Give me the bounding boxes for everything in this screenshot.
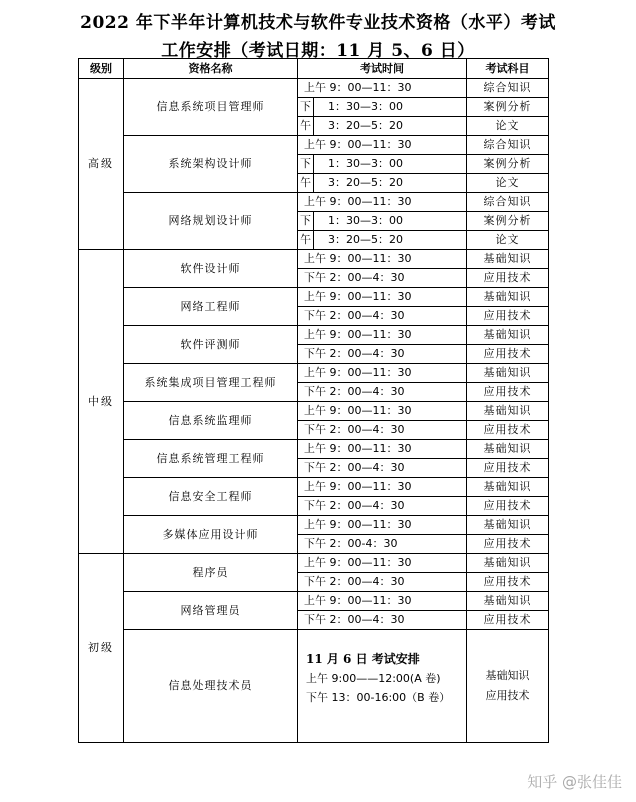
exam-subject: 论文: [467, 231, 549, 250]
table-row: [79, 288, 549, 307]
special-schedule-am: 上午 9:00——12:00(A 卷): [306, 672, 441, 685]
table-row: [79, 440, 549, 459]
exam-subject: 基础知识: [467, 288, 549, 307]
qualification-name: 信息系统监理师: [124, 402, 298, 440]
exam-time: 下午 2：00—4：30: [298, 345, 467, 364]
exam-subject: 基础知识: [467, 478, 549, 497]
qualification-name: 信息处理技术员: [124, 630, 298, 743]
header-time: 考试时间: [298, 59, 467, 79]
header-qualification: 资格名称: [124, 59, 298, 79]
level-intermediate: 中级: [79, 250, 124, 554]
exam-time: 3：20—5：20: [314, 117, 467, 136]
exam-time: 上午 9：00—11：30: [298, 364, 467, 383]
special-schedule-pm: 下午 13：00-16:00（B 卷）: [306, 691, 451, 704]
table-row: [79, 592, 549, 611]
exam-time: 上午 9：00—11：30: [298, 592, 467, 611]
table-row: [79, 364, 549, 383]
table-row: [79, 250, 549, 269]
exam-time: 上午 9：00—11：30: [298, 516, 467, 535]
exam-subject: 综合知识: [467, 193, 549, 212]
exam-time: 上午 9：00—11：30: [298, 402, 467, 421]
exam-time: 下午 2：00—4：30: [298, 459, 467, 478]
exam-time: 上午 9：00—11：30: [298, 193, 467, 212]
exam-subject: 案例分析: [467, 212, 549, 231]
exam-time: 1：30—3：00: [314, 155, 467, 174]
exam-time: 上午 9：00—11：30: [298, 478, 467, 497]
qualification-name: 网络规划设计师: [124, 193, 298, 250]
special-schedule: [298, 630, 467, 743]
header-row: [79, 59, 549, 79]
exam-subject: 基础知识: [467, 364, 549, 383]
exam-time: 下午 2：00—4：30: [298, 497, 467, 516]
afternoon-label: 下: [298, 212, 314, 231]
exam-subject: 论文: [467, 117, 549, 136]
header-level: 级别: [79, 59, 124, 79]
exam-time: 1：30—3：00: [314, 212, 467, 231]
exam-subject: 基础知识: [467, 516, 549, 535]
table-row: [79, 136, 549, 155]
exam-time: 下午 2：00—4：30: [298, 307, 467, 326]
qualification-name: 系统集成项目管理工程师: [124, 364, 298, 402]
exam-time: 下午 2：00—4：30: [298, 383, 467, 402]
exam-time: 上午 9：00—11：30: [298, 326, 467, 345]
exam-schedule-table: [78, 58, 549, 743]
afternoon-label: 午: [298, 231, 314, 250]
qualification-name: 信息系统管理工程师: [124, 440, 298, 478]
level-senior: 高级: [79, 79, 124, 250]
exam-subject-applied: 应用技术: [485, 689, 530, 702]
qualification-name: 系统架构设计师: [124, 136, 298, 193]
exam-subject: 应用技术: [467, 573, 549, 592]
exam-time: 下午 2：00—4：30: [298, 421, 467, 440]
exam-time: 上午 9：00—11：30: [298, 440, 467, 459]
exam-time: 3：20—5：20: [314, 231, 467, 250]
qualification-name: 软件评测师: [124, 326, 298, 364]
afternoon-label: 下: [298, 98, 314, 117]
exam-time: 下午 2：00—4：30: [298, 611, 467, 630]
table-row: [79, 516, 549, 535]
qualification-name: 多媒体应用设计师: [124, 516, 298, 554]
exam-subject: 基础知识: [467, 554, 549, 573]
exam-subject: 基础知识: [467, 250, 549, 269]
qualification-name: 网络管理员: [124, 592, 298, 630]
exam-time: 3：20—5：20: [314, 174, 467, 193]
table-row: [79, 554, 549, 573]
exam-subject: 应用技术: [467, 611, 549, 630]
exam-subject: 基础知识: [467, 592, 549, 611]
watermark: 知乎 @张佳佳: [527, 773, 622, 791]
exam-time: 1：30—3：00: [314, 98, 467, 117]
document-title: 2022 年下半年计算机技术与软件专业技术资格（水平）考试: [80, 13, 556, 33]
table-row: [79, 79, 549, 98]
exam-subject: 综合知识: [467, 79, 549, 98]
exam-subject: 应用技术: [467, 497, 549, 516]
qualification-name: 程序员: [124, 554, 298, 592]
table-row: [79, 402, 549, 421]
exam-time: 上午 9：00—11：30: [298, 554, 467, 573]
exam-time: 下午 2：00-4：30: [298, 535, 467, 554]
exam-subject: 应用技术: [467, 269, 549, 288]
afternoon-label: 午: [298, 117, 314, 136]
table-row: [79, 630, 549, 743]
exam-time: 上午 9：00—11：30: [298, 136, 467, 155]
exam-time: 下午 2：00—4：30: [298, 573, 467, 592]
exam-subject: 应用技术: [467, 307, 549, 326]
exam-subject: 综合知识: [467, 136, 549, 155]
exam-time: 上午 9：00—11：30: [298, 288, 467, 307]
qualification-name: 网络工程师: [124, 288, 298, 326]
exam-time: 下午 2：00—4：30: [298, 269, 467, 288]
exam-time: 上午 9：00—11：30: [298, 250, 467, 269]
table-row: [79, 478, 549, 497]
header-subject: 考试科目: [467, 59, 549, 79]
exam-subject: [467, 630, 549, 743]
afternoon-label: 午: [298, 174, 314, 193]
qualification-name: 信息系统项目管理师: [124, 79, 298, 136]
document-subtitle: 工作安排（考试日期：11 月 5、6 日）: [161, 41, 475, 61]
exam-subject: 论文: [467, 174, 549, 193]
qualification-name: 软件设计师: [124, 250, 298, 288]
exam-subject: 基础知识: [467, 326, 549, 345]
exam-subject: 基础知识: [467, 402, 549, 421]
table-row: [79, 326, 549, 345]
exam-time: 上午 9：00—11：30: [298, 79, 467, 98]
qualification-name: 信息安全工程师: [124, 478, 298, 516]
special-schedule-title: 11 月 6 日 考试安排: [306, 652, 420, 666]
exam-subject: 应用技术: [467, 421, 549, 440]
exam-subject: 案例分析: [467, 98, 549, 117]
exam-subject: 应用技术: [467, 345, 549, 364]
exam-subject: 应用技术: [467, 535, 549, 554]
exam-subject: 应用技术: [467, 383, 549, 402]
exam-subject-basic: 基础知识: [485, 669, 530, 682]
exam-subject: 基础知识: [467, 440, 549, 459]
table-row: [79, 193, 549, 212]
level-junior: 初级: [79, 554, 124, 743]
exam-subject: 应用技术: [467, 459, 549, 478]
exam-subject: 案例分析: [467, 155, 549, 174]
afternoon-label: 下: [298, 155, 314, 174]
